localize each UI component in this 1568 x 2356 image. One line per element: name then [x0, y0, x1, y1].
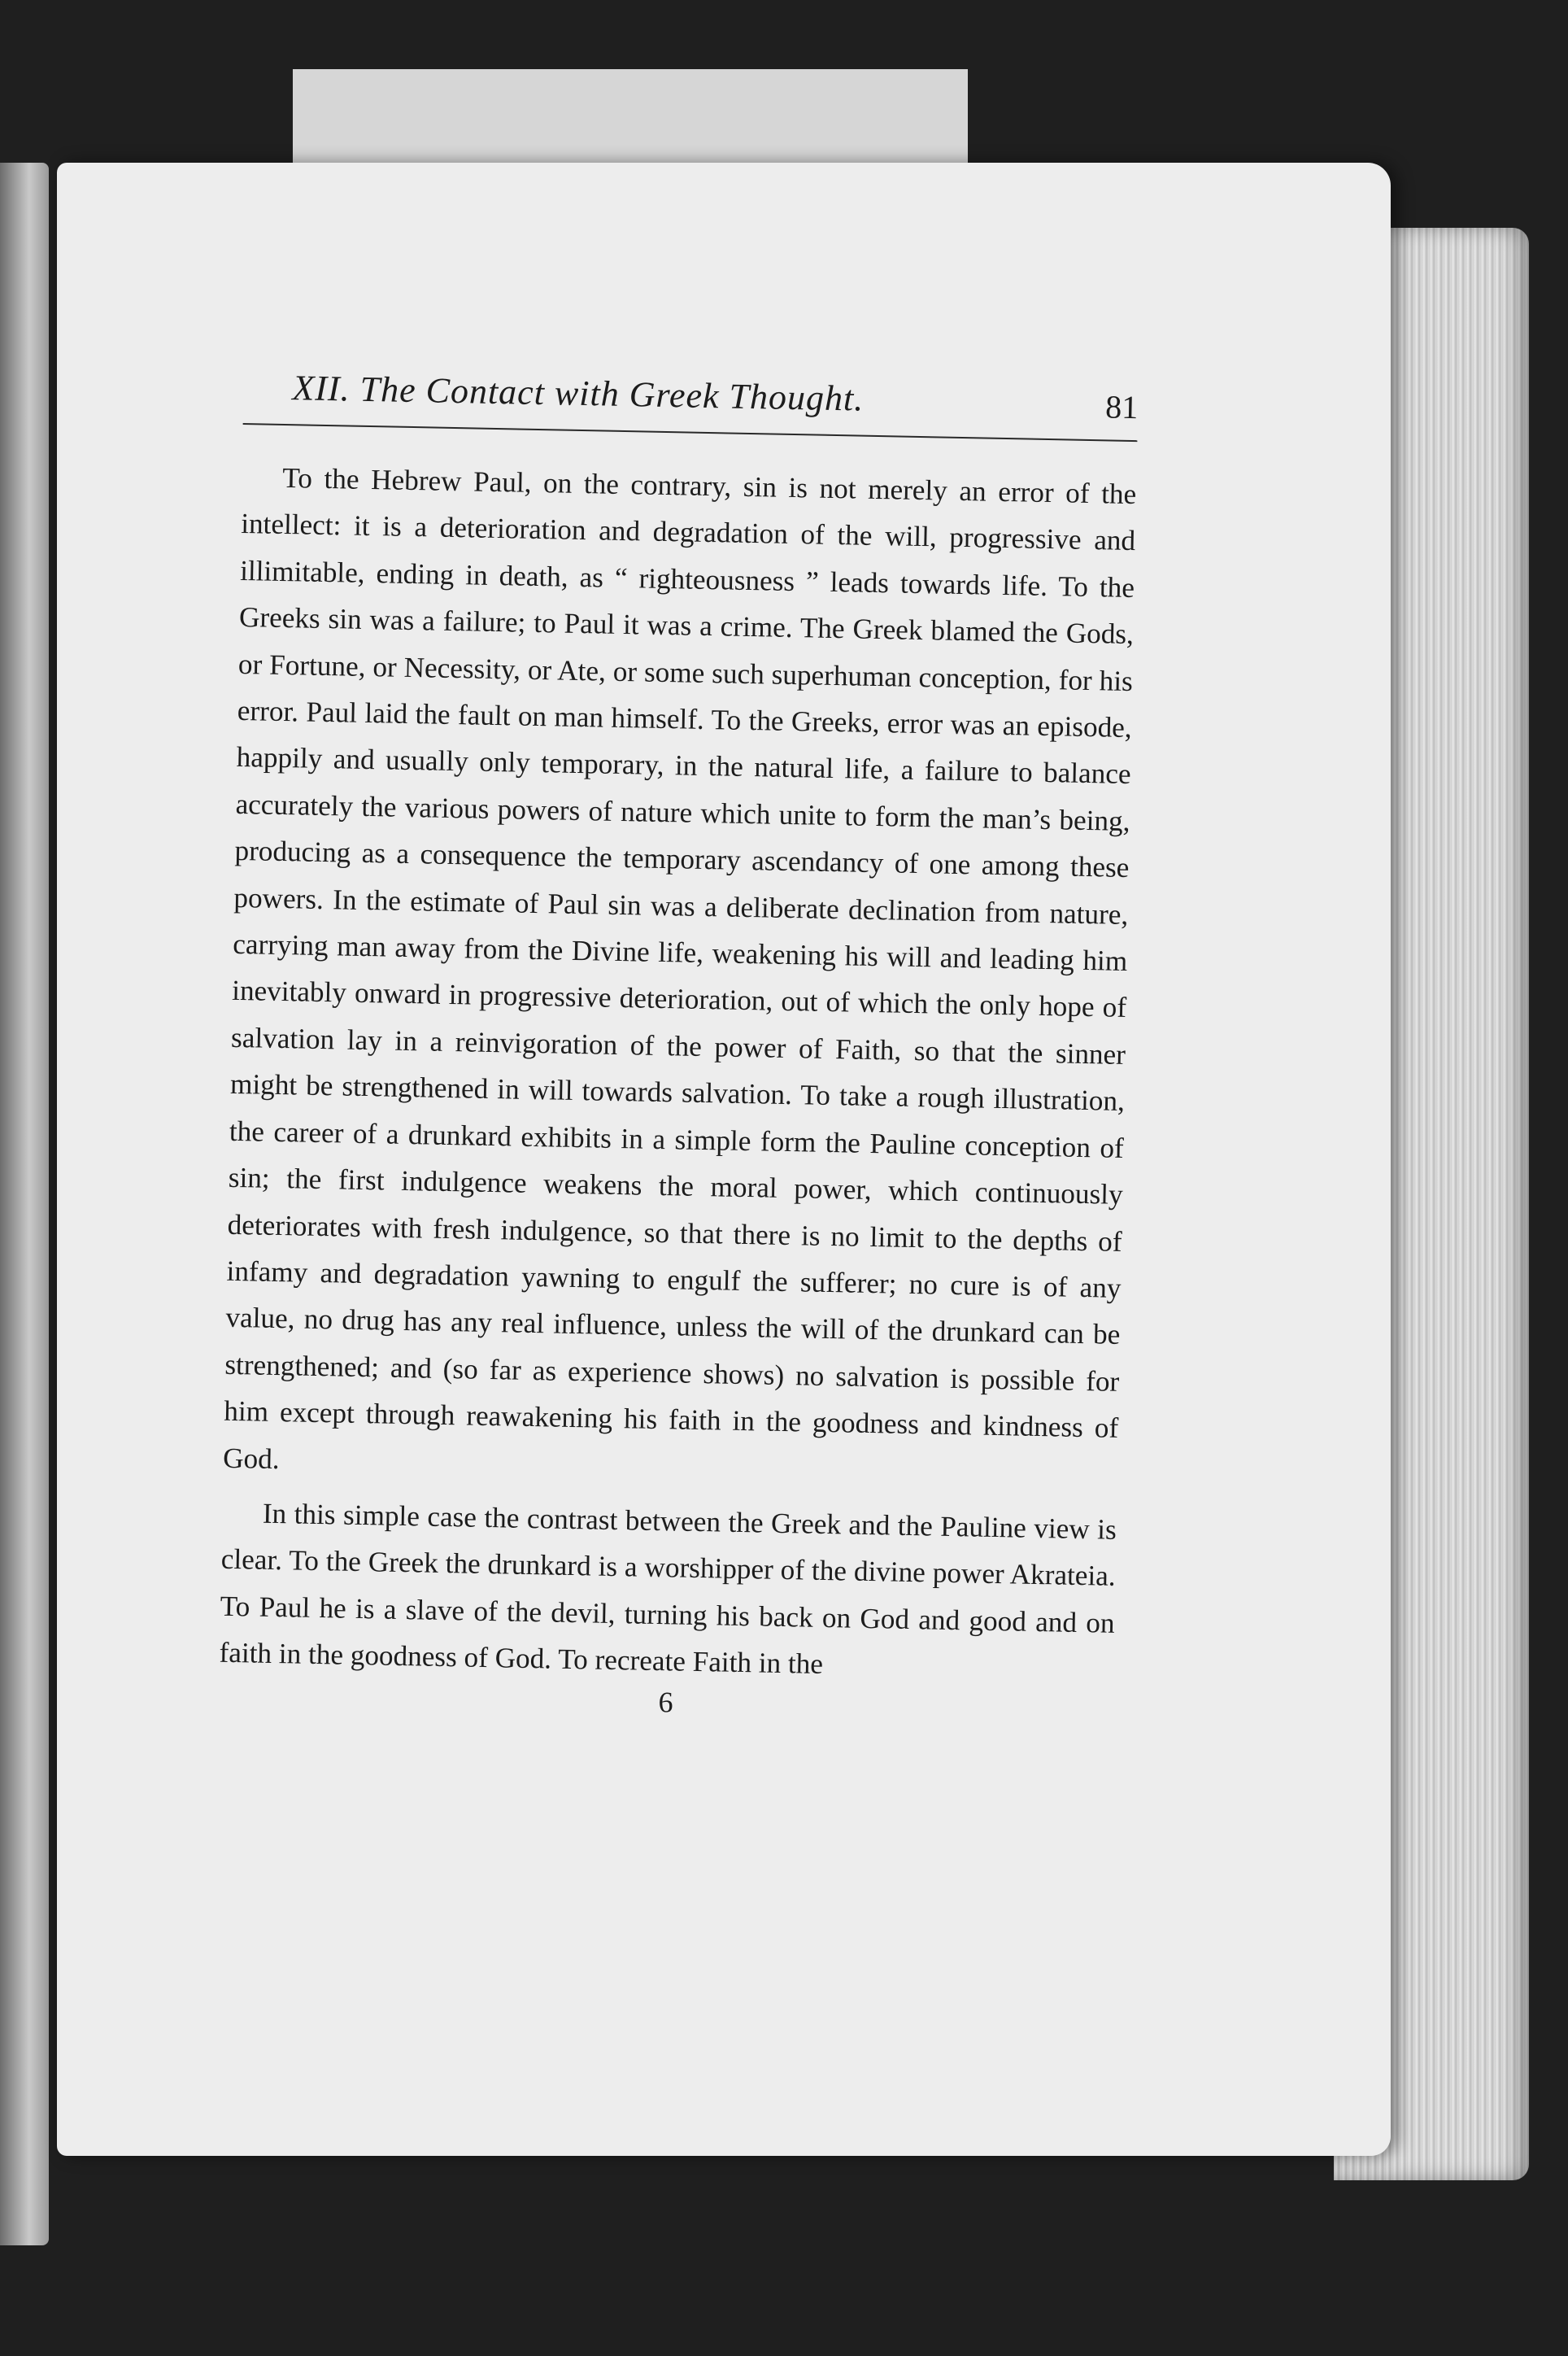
page-number: 81 [1104, 388, 1139, 426]
running-head-title: XII. The Contact with Greek Thought. [292, 368, 865, 419]
paragraph: To the Hebrew Paul, on the contrary, sin is not merely an error of the intellect: it is a deterioration and degradation of the will, progressive and illimitable, ending in death, as “ righteousness ” leads towards life. To the Greeks sin was a failure; to Paul it was a crime. The Greek blamed the Gods, or Fortune, or Necessity, or Ate, or some such superhuman conception, for his error. Paul laid the fault on man himself. To the Greeks, error was an episode, happily and usually only temporary, in the natural life, a failure to balance accurately the various powers of nature which unite to form the man’s being, producing as a consequence the temporary ascendancy of one among these powers. In the estimate of Paul sin was a deliberate declination from nature, carrying man away from the Divine life, weakening his will and leading him inevitably onward in progressive deterioration, out of which the only hope of salvation lay in a reinvigoration of the power of Faith, so that the sinner might be strengthened in will towards salvation. To take a rough illustration, the career of a drunkard exhibits in a simple form the Pauline conception of sin; the first indulgence weakens the moral power, which continuously deteriorates with fresh indulgence, so that there is no limit to the depths of infamy and degradation yawning to engulf the sufferer; no cure is of any value, no drug has any real influence, unless the will of the drunkard can be strengthened; and (so far as experience shows) no salvation is possible for him except through reawakening his faith in the goodness and kindness of God. [222, 461, 1137, 1475]
paragraph: In this simple case the contrast between the Greek and the Pauline view is clear. To the Greek the drunkard is a worshipper of the divine power Akrateia. To Paul he is a slave of the devil, turning his back on God and good and on faith in the goodness of God. To recreate Faith in the [219, 1497, 1117, 1681]
body-text [219, 454, 1137, 1693]
text-block [218, 366, 1139, 1727]
signature-mark: 6 [658, 1685, 673, 1718]
book-page [57, 163, 1391, 2156]
running-head [243, 366, 1139, 442]
adjacent-page-edge [0, 163, 49, 2245]
